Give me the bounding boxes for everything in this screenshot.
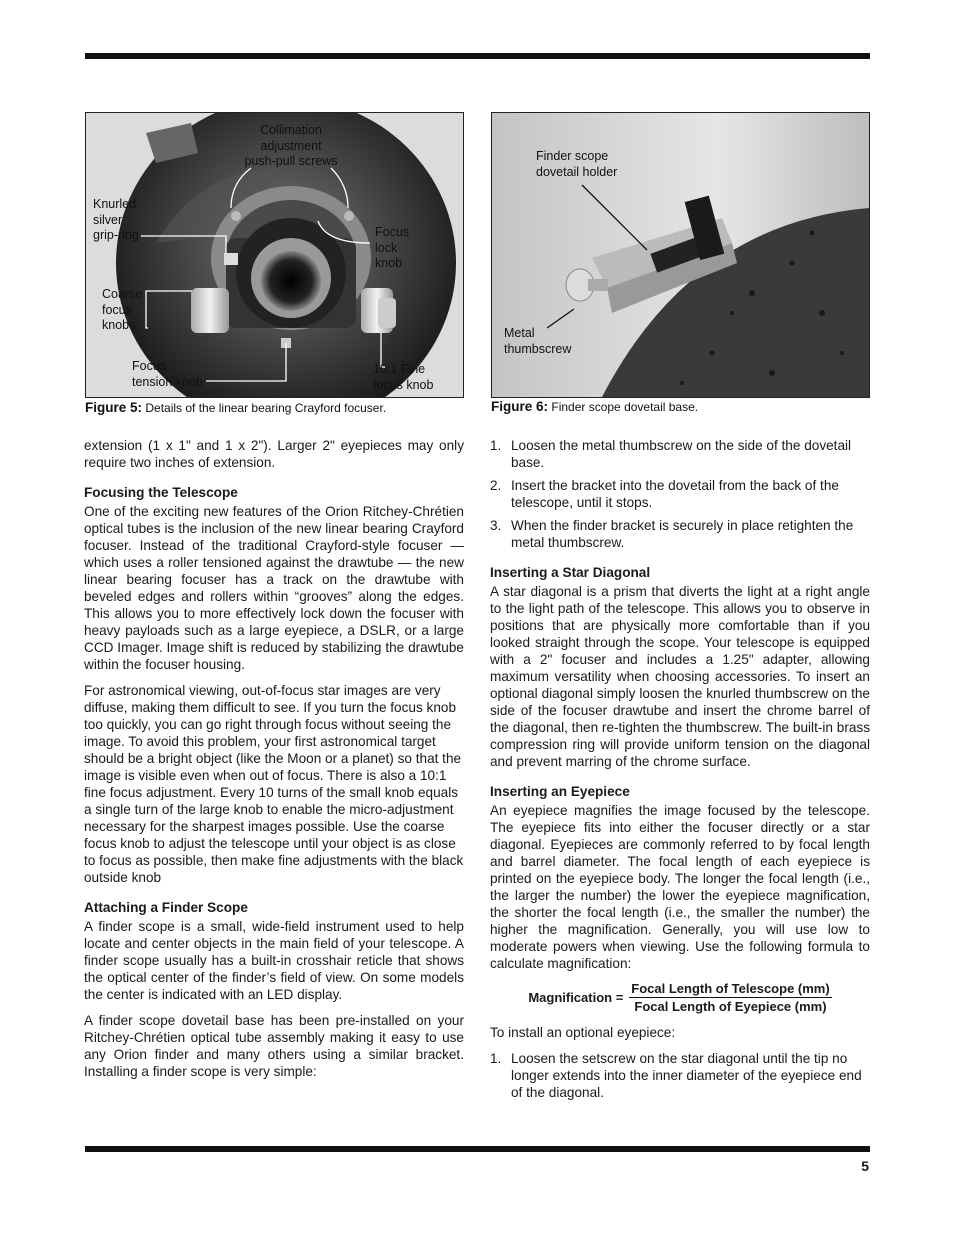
callout-text: tension knob bbox=[132, 374, 203, 389]
list-item bbox=[490, 477, 870, 511]
callout-text: Knurled bbox=[93, 197, 137, 211]
list-item bbox=[490, 437, 870, 471]
callout-text: 10:1 Fine bbox=[373, 362, 426, 376]
list-number: 1. bbox=[490, 438, 502, 453]
finder-steps-list bbox=[490, 437, 870, 551]
formula-numerator: Focal Length of Telescope (mm) bbox=[631, 981, 830, 996]
top-rule bbox=[85, 53, 870, 59]
callout-focus-lock bbox=[375, 225, 409, 272]
callout-fine bbox=[373, 362, 433, 393]
callout-text: silver bbox=[93, 212, 123, 227]
callout-text: knob bbox=[375, 256, 403, 270]
callout-collimation bbox=[236, 123, 346, 170]
callout-text: Focus bbox=[132, 359, 167, 373]
formula-fraction bbox=[629, 981, 831, 1014]
list-text: Loosen the metal thumbscrew on the side of the dovetail base. bbox=[511, 438, 852, 470]
list-number: 3. bbox=[490, 518, 502, 533]
list-text: Insert the bracket into the dovetail from the back of the telescope, until it stops. bbox=[511, 478, 839, 510]
paragraph: An eyepiece magnifies the image focused by the telescope. The eyepiece fits into either the focuser directly or a star diagonal. Eyepieces are commonly referred to by focal length and barrel diameter. The focal length of each eyepiece is printed on the eyepiece body. The longer the focal length (i.e., the larger the number) the lower the eyepiece magnification, the shorter the focal length (i.e., the smaller the number) the higher the magnification. Generally, you will use low to moderate powers when viewing. Use the following formula to calculate magnification: bbox=[490, 803, 870, 971]
callout-text: focus bbox=[102, 302, 132, 317]
figure-5-caption bbox=[85, 400, 386, 415]
callout-text: thumbscrew bbox=[504, 341, 572, 356]
callout-text: Finder scope bbox=[536, 149, 609, 163]
figure-6-caption bbox=[491, 399, 698, 414]
callout-text: lock bbox=[375, 240, 398, 255]
callout-text: adjustment bbox=[260, 138, 322, 153]
callout-tension bbox=[132, 359, 203, 390]
eyepiece-steps-list bbox=[490, 1050, 870, 1101]
magnification-formula bbox=[490, 981, 870, 1014]
paragraph: A finder scope is a small, wide-field instrument used to help locate and center objects in the main field of your telescope. A finder scope usually has a built-in crosshair reticle that shows the optical center of the finder’s field of view. On some models the center is indicated with an LED display. bbox=[84, 919, 464, 1002]
callout-text: grip-ring bbox=[93, 228, 139, 242]
callout-text: Coarse bbox=[102, 287, 143, 301]
callout-text: push-pull screws bbox=[244, 154, 338, 168]
callout-knurled bbox=[93, 197, 139, 244]
figure-caption-text: Details of the linear bearing Crayford focuser. bbox=[145, 401, 387, 415]
callout-text: focus knob bbox=[373, 377, 434, 392]
callout-text: dovetail holder bbox=[536, 164, 618, 179]
paragraph: A finder scope dovetail base has been pre-installed on your Ritchey-Chrétien optical tube assembly making it easy to use any Orion finder and many others using a similar bracket. Installing a finder scope is very simple: bbox=[84, 1013, 464, 1079]
callout-text: Collimation bbox=[260, 123, 322, 137]
paragraph: A star diagonal is a prism that diverts the light at a right angle to the light path of the telescope. This allows you to observe in positions that are physically more comfortable than if you looked straight through the scope. Your telescope is equipped with a 2" focuser and includes a 1.25" adapter, allowing maximum versatility when choosing accessories. To insert an optional diagonal simply loosen the knurled thumbscrew on the side of the focuser drawtube and insert the chrome barrel of the diagonal, then re-tighten the thumbscrew. The built-in brass compression ring will provide uniform tension on the diagonal and prevent marring of the chrome surface. bbox=[490, 584, 870, 769]
figure-label: Figure 6: bbox=[491, 399, 549, 414]
figure-caption-text: Finder scope dovetail base. bbox=[551, 400, 699, 414]
callout-text: Focus bbox=[375, 225, 410, 239]
list-item bbox=[490, 517, 870, 551]
figure-label: Figure 5: bbox=[85, 400, 143, 415]
callout-coarse bbox=[102, 287, 142, 334]
section-heading-diagonal: Inserting a Star Diagonal bbox=[490, 565, 651, 580]
callout-dovetail-holder bbox=[536, 149, 617, 180]
left-column bbox=[84, 437, 464, 1089]
callout-text: Metal bbox=[504, 326, 535, 340]
list-number: 1. bbox=[490, 1051, 502, 1066]
callout-text: knobs bbox=[102, 318, 136, 332]
formula-lhs: Magnification = bbox=[528, 990, 624, 1005]
bottom-rule bbox=[85, 1146, 870, 1152]
list-text: Loosen the setscrew on the star diagonal until the tip no longer extends into the inner diameter of the eyepiece end of the diagonal. bbox=[511, 1051, 862, 1100]
formula-denominator: Focal Length of Eyepiece (mm) bbox=[634, 999, 827, 1014]
page-number: 5 bbox=[861, 1158, 869, 1174]
section-heading-focusing: Focusing the Telescope bbox=[84, 485, 238, 500]
paragraph: To install an optional eyepiece: bbox=[490, 1025, 676, 1040]
paragraph: One of the exciting new features of the Orion Ritchey-Chrétien optical tubes is the inclusion of the new linear bearing Crayford focuser. Instead of the traditional Crayford-style focuser — which uses a roller tensioned against the drawtube — the new linear bearing focuser has a track on the drawtube with beveled edges and rollers within “grooves” along the edges. This allows you to more effectively lock down the focuser with heavy payloads such as a large eyepiece, a DSLR, or a large CCD Imager. Image shift is reduced by stabilizing the drawtube within the focuser housing. bbox=[84, 504, 464, 672]
figure-6-photo bbox=[491, 112, 870, 398]
right-column bbox=[490, 437, 870, 1109]
callout-metal-thumbscrew bbox=[504, 326, 571, 357]
figure-5-photo bbox=[85, 112, 464, 398]
list-text: When the finder bracket is securely in place retighten the metal thumbscrew. bbox=[511, 518, 854, 550]
list-item bbox=[490, 1050, 870, 1101]
section-heading-finder: Attaching a Finder Scope bbox=[84, 900, 248, 915]
paragraph: extension (1 x 1" and 1 x 2"). Larger 2" eyepieces may only require two inches of extension. bbox=[84, 438, 464, 470]
section-heading-eyepiece: Inserting an Eyepiece bbox=[490, 784, 630, 799]
list-number: 2. bbox=[490, 478, 502, 493]
paragraph: For astronomical viewing, out-of-focus star images are very diffuse, making them difficult to see. If you turn the focus knob too quickly, you can go right through focus without seeing the image. To avoid this problem, your first astronomical target should be a bright object (like the Moon or a planet) so that the image is visible even when out of focus. There is also a 10:1 fine focus adjustment. Every 10 turns of the small knob equals a single turn of the large knob to enable the micro-adjustment necessary for the sharpest images possible. Use the coarse focus knob to adjust the telescope until your object is as close to focus as possible, then make fine adjustments with the black outside knob bbox=[84, 683, 464, 885]
